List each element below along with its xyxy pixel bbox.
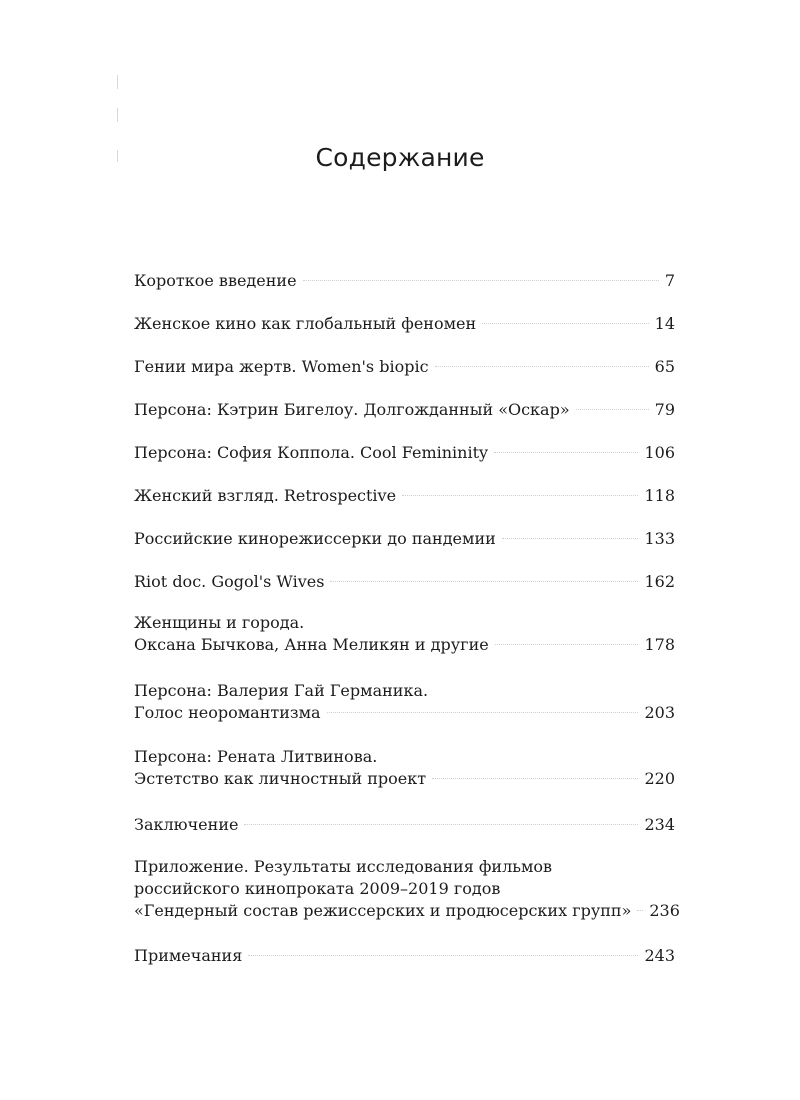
toc-entry-row xyxy=(134,945,675,967)
toc-entry[interactable] xyxy=(134,571,675,593)
dot-leader xyxy=(244,824,638,825)
toc-entry-title-line: Короткое введение xyxy=(134,271,297,290)
toc-entry-row xyxy=(134,571,675,593)
toc-entry-title-line: Женщины и города. xyxy=(134,613,305,632)
toc-entry-title-line: Женское кино как глобальный феномен xyxy=(134,314,477,333)
toc-page-number: 133 xyxy=(644,529,675,548)
toc-entry-title-line: Примечания xyxy=(134,946,243,965)
toc-entry-title-line: Эстетство как личностный проект xyxy=(134,769,427,788)
contents-heading: Содержание xyxy=(315,143,485,172)
toc-entry[interactable] xyxy=(134,442,675,464)
toc-entry-title-line: Российские кинорежиссерки до пандемии xyxy=(134,529,496,548)
toc-entry-title-line: Гении мира жертв. Women's biopic xyxy=(134,357,429,376)
table-of-contents xyxy=(134,0,680,1100)
toc-entry[interactable] xyxy=(134,528,675,550)
toc-entry[interactable] xyxy=(134,680,675,724)
toc-entry-title-line: Оксана Бычкова, Анна Меликян и другие xyxy=(134,635,489,654)
toc-page-number: 243 xyxy=(644,946,675,965)
toc-entry[interactable] xyxy=(134,313,675,335)
toc-entry-row xyxy=(134,900,680,922)
toc-entry-row xyxy=(134,270,675,292)
toc-page-number: 65 xyxy=(654,357,675,376)
toc-entry[interactable] xyxy=(134,399,675,421)
toc-page-number: 14 xyxy=(654,314,675,333)
toc-entry-row xyxy=(134,528,675,550)
toc-page-number: 203 xyxy=(644,703,675,722)
dot-leader xyxy=(494,452,638,453)
dot-leader xyxy=(576,409,649,410)
toc-entry[interactable] xyxy=(134,945,675,967)
toc-entry-title-line: Персона: Рената Литвинова. xyxy=(134,747,378,766)
dot-leader xyxy=(303,280,659,281)
toc-entry[interactable] xyxy=(134,356,675,378)
toc-entry[interactable] xyxy=(134,485,675,507)
toc-entry-row xyxy=(134,485,675,507)
toc-entry[interactable] xyxy=(134,270,675,292)
toc-entry-row xyxy=(134,442,675,464)
toc-entry-title-line: «Гендерный состав режиссерских и продюсерских групп» xyxy=(134,901,632,920)
dot-leader xyxy=(637,910,643,911)
toc-entry[interactable] xyxy=(134,814,675,836)
toc-entry-title-line: Голос неоромантизма xyxy=(134,703,321,722)
page-edge-mark xyxy=(117,75,118,89)
toc-entry-title-line: российского кинопроката 2009–2019 годов xyxy=(134,879,501,898)
dot-leader xyxy=(248,955,638,956)
toc-entry-title-line: Персона: Кэтрин Бигелоу. Долгожданный «Оскар» xyxy=(134,400,570,419)
dot-leader xyxy=(502,538,639,539)
toc-entry-row xyxy=(134,768,675,790)
toc-entry-title-line: Riot doc. Gogol's Wives xyxy=(134,572,325,591)
toc-entry-row xyxy=(134,634,675,656)
toc-entry[interactable] xyxy=(134,612,675,656)
toc-entry-title-line: Женский взгляд. Retrospective xyxy=(134,486,397,505)
toc-entry-title-line: Заключение xyxy=(134,815,239,834)
dot-leader xyxy=(495,644,639,645)
toc-page-number: 220 xyxy=(644,769,675,788)
dot-leader xyxy=(402,495,638,496)
toc-entry[interactable] xyxy=(134,856,680,922)
toc-entry-title-line: Персона: София Коппола. Cool Femininity xyxy=(134,443,489,462)
page-edge-mark xyxy=(117,108,118,122)
toc-entry-row xyxy=(134,399,675,421)
dot-leader xyxy=(482,323,648,324)
toc-entry-row xyxy=(134,702,675,724)
toc-page-number: 106 xyxy=(644,443,675,462)
toc-page-number: 162 xyxy=(644,572,675,591)
toc-page-number: 7 xyxy=(664,271,675,290)
toc-entry-row xyxy=(134,814,675,836)
toc-page-number: 79 xyxy=(654,400,675,419)
toc-page-number: 236 xyxy=(649,901,680,920)
toc-page-number: 118 xyxy=(644,486,675,505)
dot-leader xyxy=(432,778,638,779)
toc-entry-title-line: Персона: Валерия Гай Германика. xyxy=(134,681,429,700)
dot-leader xyxy=(327,712,639,713)
toc-page-number: 234 xyxy=(644,815,675,834)
dot-leader xyxy=(330,581,638,582)
toc-entry-row xyxy=(134,313,675,335)
toc-page-number: 178 xyxy=(644,635,675,654)
toc-entry[interactable] xyxy=(134,746,675,790)
toc-entry-title-line: Приложение. Результаты исследования фильмов xyxy=(134,857,553,876)
dot-leader xyxy=(435,366,649,367)
toc-entry-row xyxy=(134,356,675,378)
